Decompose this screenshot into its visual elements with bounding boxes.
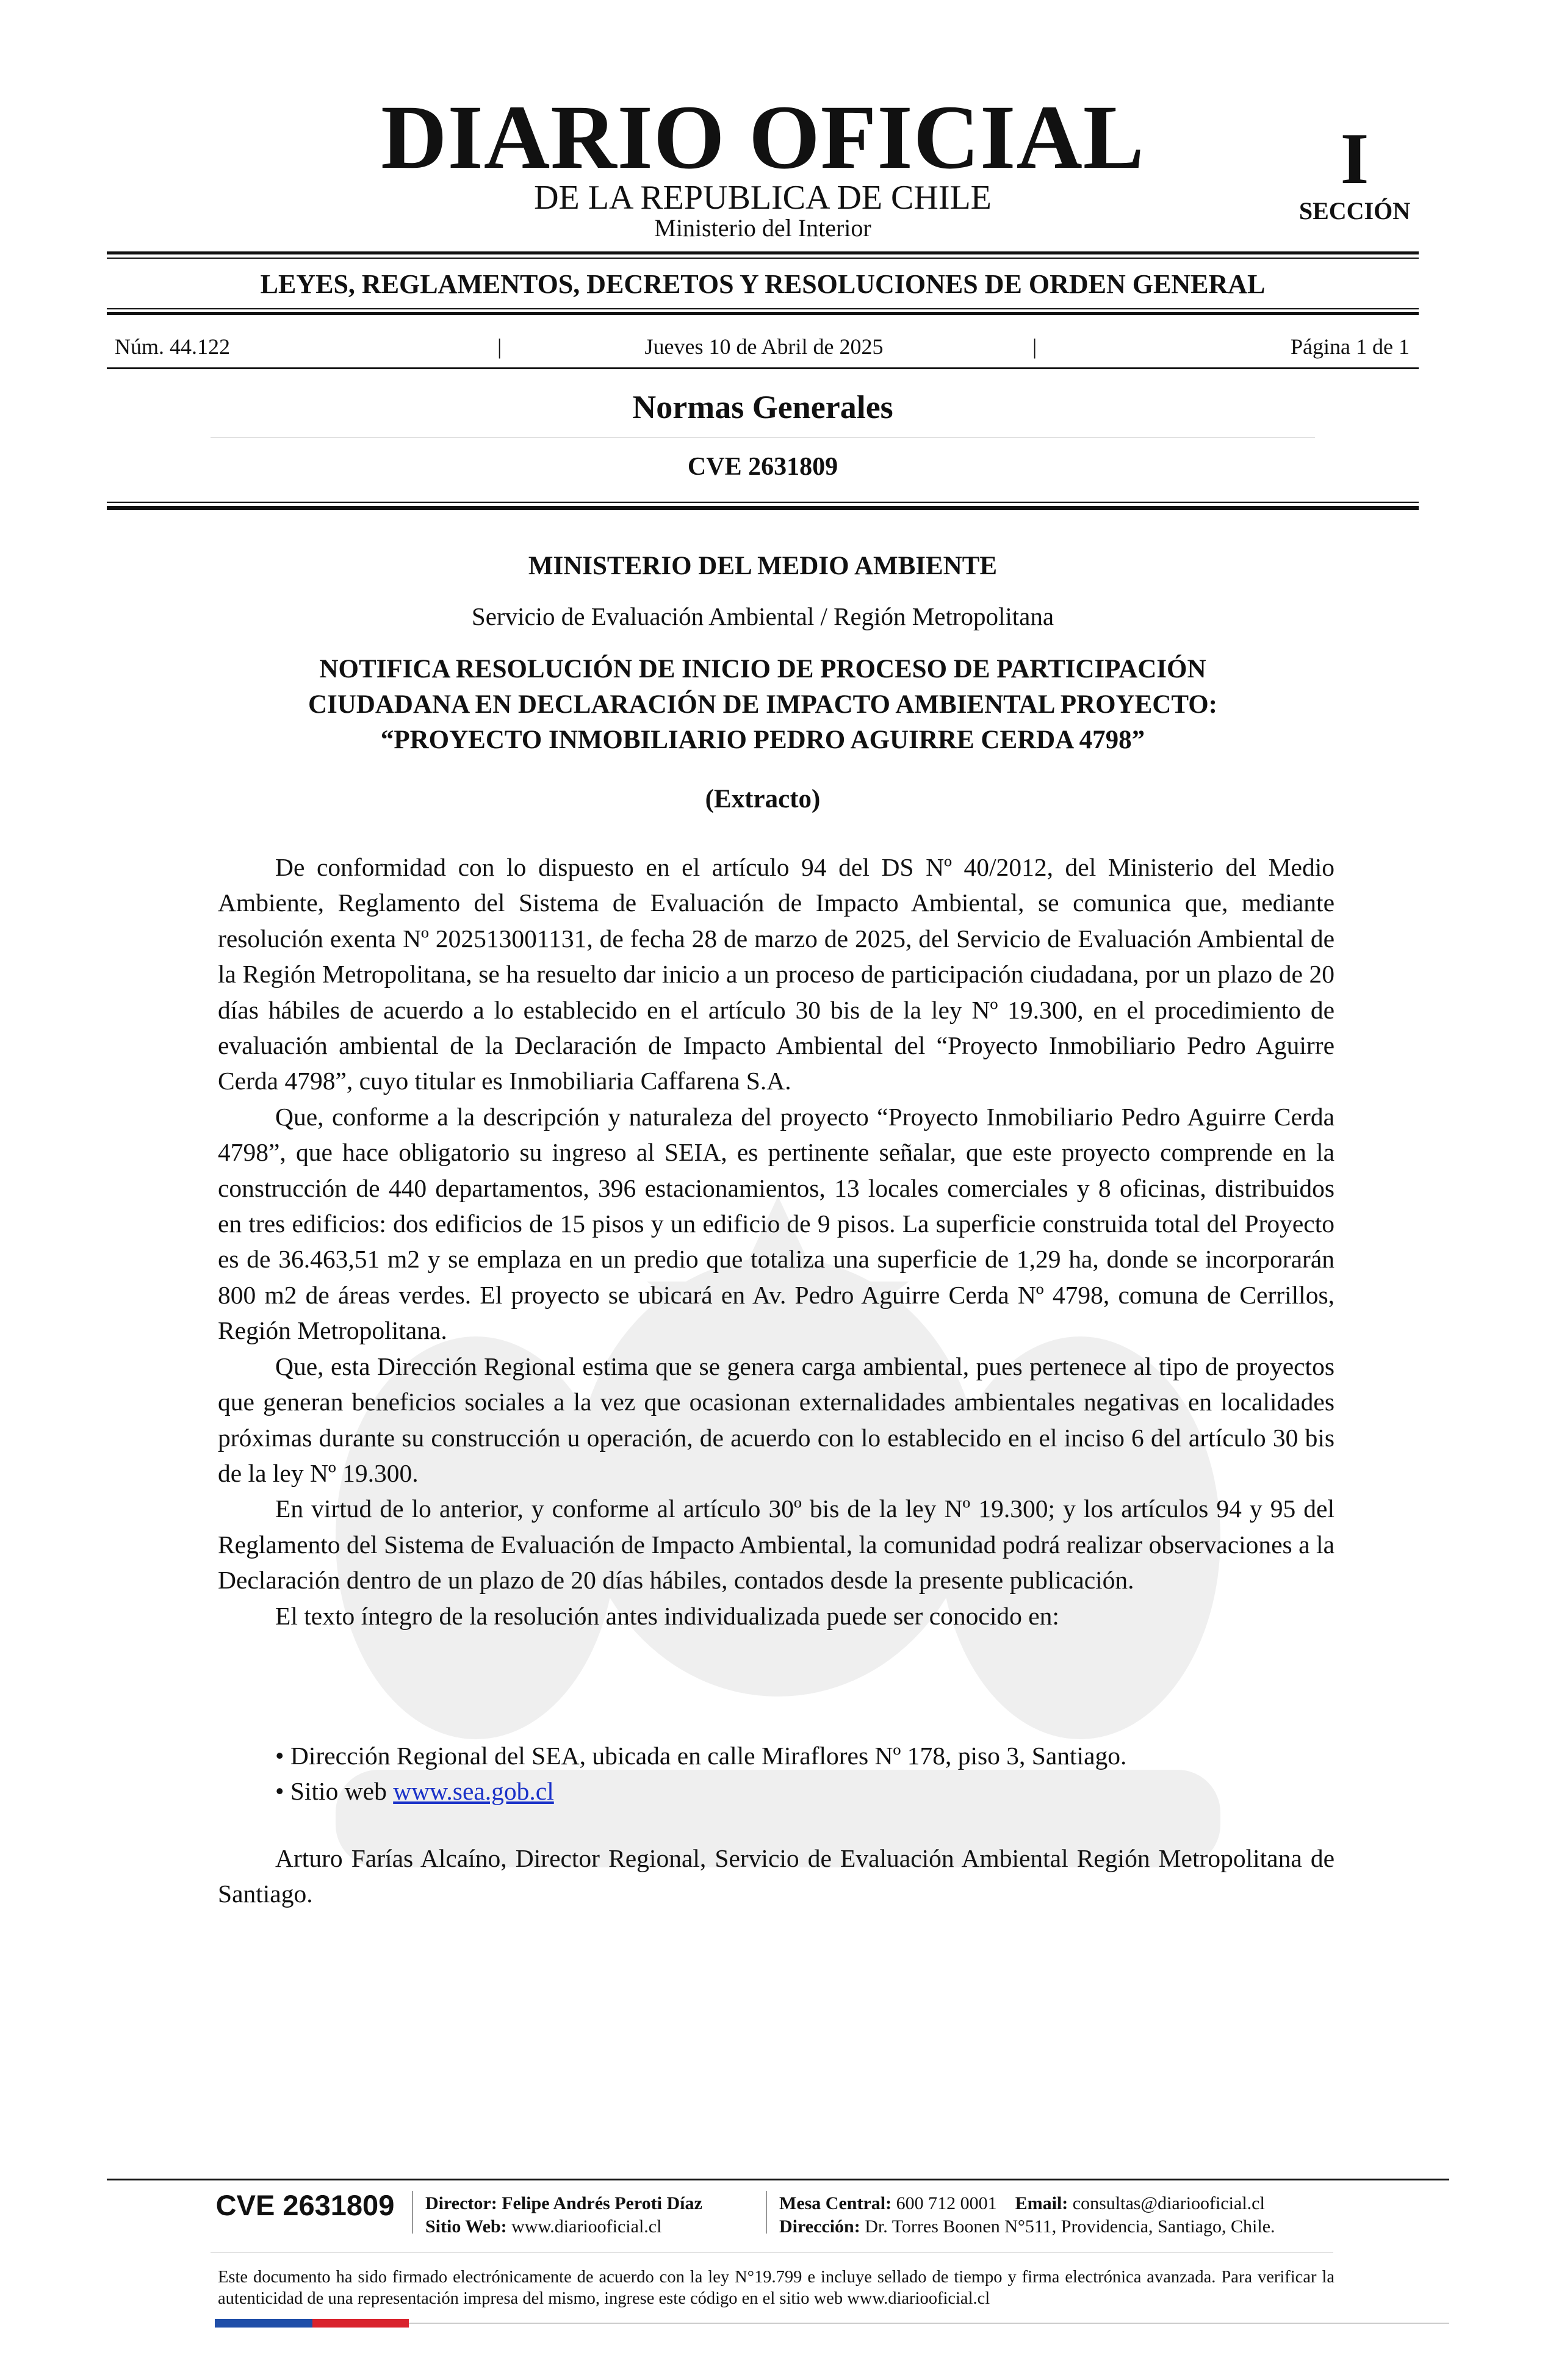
body-text — [218, 849, 1334, 1634]
location-item-office: • Dirección Regional del SEA, ubicada en calle Miraflores Nº 178, piso 3, Santiago. — [275, 1742, 1127, 1770]
ministry-heading: MINISTERIO DEL MEDIO AMBIENTE — [528, 552, 998, 580]
section-label: SECCIÓN — [1298, 197, 1411, 225]
footer-cve-code: CVE 2631809 — [215, 2189, 395, 2221]
footer-divider — [766, 2191, 767, 2234]
issue-page: Página 1 de 1 — [1291, 334, 1410, 359]
website-prefix: • Sitio web — [275, 1777, 394, 1805]
extract-label: (Extracto) — [705, 785, 821, 813]
footer-website: www.diariooficial.cl — [511, 2216, 662, 2237]
signature-paragraph: Arturo Farías Alcaíno, Director Regional, Servicio de Evaluación Ambiental Región Metropolitana de Santiago. — [218, 1844, 1334, 1908]
laws-heading: LEYES, REGLAMENTOS, DECRETOS Y RESOLUCIONES DE ORDEN GENERAL — [260, 269, 1266, 299]
footer-phone: 600 712 0001 — [896, 2193, 997, 2213]
masthead-ministry: Ministerio del Interior — [654, 214, 871, 242]
cve-code: CVE 2631809 — [687, 453, 838, 481]
footer-address: Dr. Torres Boonen N°511, Providencia, Santiago, Chile. — [865, 2216, 1275, 2237]
document-title-line: “PROYECTO INMOBILIARIO PEDRO AGUIRRE CERDA 4798” — [380, 726, 1145, 754]
section-number: I — [1340, 118, 1369, 199]
chile-flag-stripe — [215, 2319, 409, 2328]
location-list — [218, 1738, 1334, 1809]
footer-bottom-rule — [409, 2323, 1449, 2324]
issue-number: Núm. 44.122 — [115, 334, 230, 359]
website-label: Sitio Web: — [425, 2216, 507, 2237]
body-paragraph: De conformidad con lo dispuesto en el artículo 94 del DS Nº 40/2012, del Ministerio del Medio Ambiente, Reglamento del Sistema de Evaluación de Impacto Ambiental, se comunica que, mediante resolución exenta Nº 202513001131, de fecha 28 de marzo de 2025, del Servicio de Evaluación Ambiental de la Región Metropolitana, se ha resuelto dar inicio a un proceso de participación ciudadana, por un plazo de 20 días hábiles de acuerdo a lo establecido en el artículo 30 bis de la ley Nº 19.300, en el procedimiento de evaluación ambiental de la Declaración de Impacto Ambiental del “Proyecto Inmobiliario Pedro Aguirre Cerda 4798”, cuyo titular es Inmobiliaria Caffarena S.A. — [218, 853, 1334, 1095]
footer-contact-block — [779, 2192, 1275, 2238]
document-title — [220, 652, 1306, 758]
section-heading: Normas Generales — [632, 389, 893, 425]
footer-director-block — [425, 2192, 702, 2238]
sea-website-link[interactable]: www.sea.gob.cl — [393, 1777, 554, 1805]
issue-separator: | — [1032, 334, 1037, 359]
section-heading-rule — [211, 437, 1315, 438]
body-paragraph: Que, esta Dirección Regional estima que se genera carga ambiental, pues pertenece al tipo de proyectos que generan beneficios sociales a la vez que ocasionan externalidades ambientales negativas en localidades próximas durante su construcción u operación, de acuerdo con lo establecido en el inciso 6 del artículo 30 bis de la ley Nº 19.300. — [218, 1352, 1334, 1487]
issue-rule — [107, 367, 1419, 369]
footer-signature-notice: Este documento ha sido firmado electrónicamente de acuerdo con la ley N°19.799 e incluye sellado de tiempo y firma electrónica avanzada. Para verificar la autenticidad de una representación impresa del mismo, ingrese este código en el sitio web www.diariooficial.cl — [218, 2268, 1334, 2308]
header-bottom-rule-thin — [107, 502, 1419, 503]
footer-top-rule — [107, 2179, 1449, 2180]
body-paragraph: Que, conforme a la descripción y naturaleza del proyecto “Proyecto Inmobiliario Pedro Aguirre Cerda 4798”, que hace obligatorio su ingreso al SEIA, es pertinente señalar, que este proyecto comprende en la construcción de 440 departamentos, 396 estacionamientos, 13 locales comerciales y 8 oficinas, distribuidos en tres edificios: dos edificios de 15 pisos y un edificio de 9 pisos. La superficie construida total del Proyecto es de 36.463,51 m2 y se emplaza en un predio que totaliza una superficie de 1,29 ha, donde se incorporarán 800 m2 de áreas verdes. El proyecto se ubicará en Av. Pedro Aguirre Cerda Nº 4798, comuna de Cerrillos, Región Metropolitana. — [218, 1102, 1334, 1345]
laws-rule-thin — [107, 308, 1419, 309]
footer-divider — [412, 2191, 413, 2234]
document-title-line: NOTIFICA RESOLUCIÓN DE INICIO DE PROCESO DE PARTICIPACIÓN — [319, 655, 1206, 683]
issue-row — [111, 334, 1417, 359]
issue-separator: | — [497, 334, 502, 359]
phone-label: Mesa Central: — [779, 2193, 892, 2213]
email-label: Email: — [1015, 2193, 1068, 2213]
service-subheading: Servicio de Evaluación Ambiental / Región Metropolitana — [471, 602, 1054, 630]
document-title-line: CIUDADANA EN DECLARACIÓN DE IMPACTO AMBIENTAL PROYECTO: — [308, 690, 1217, 719]
director-label: Director: — [425, 2193, 497, 2213]
masthead-subtitle: DE LA REPUBLICA DE CHILE — [534, 179, 992, 217]
director-name: Felipe Andrés Peroti Díaz — [502, 2193, 702, 2213]
masthead-title: DIARIO OFICIAL — [381, 87, 1145, 188]
location-item-website — [218, 1773, 1334, 1809]
body-paragraph: En virtud de lo anterior, y conforme al artículo 30º bis de la ley Nº 19.300; y los artículos 94 y 95 del Reglamento del Sistema de Evaluación de Impacto Ambiental, la comunidad podrá realizar observaciones a la Declaración dentro de un plazo de 20 días hábiles, contados desde la presente publicación. — [218, 1495, 1334, 1595]
footer-email: consultas@diariooficial.cl — [1072, 2193, 1265, 2213]
address-label: Dirección: — [779, 2216, 860, 2237]
body-paragraph: El texto íntegro de la resolución antes individualizada puede ser conocido en: — [275, 1601, 1059, 1630]
header-bottom-rule — [107, 506, 1419, 510]
issue-date: Jueves 10 de Abril de 2025 — [644, 334, 884, 359]
masthead-rule-top — [107, 251, 1419, 254]
laws-rule — [107, 312, 1419, 315]
masthead-rule-top-thin — [107, 258, 1419, 259]
